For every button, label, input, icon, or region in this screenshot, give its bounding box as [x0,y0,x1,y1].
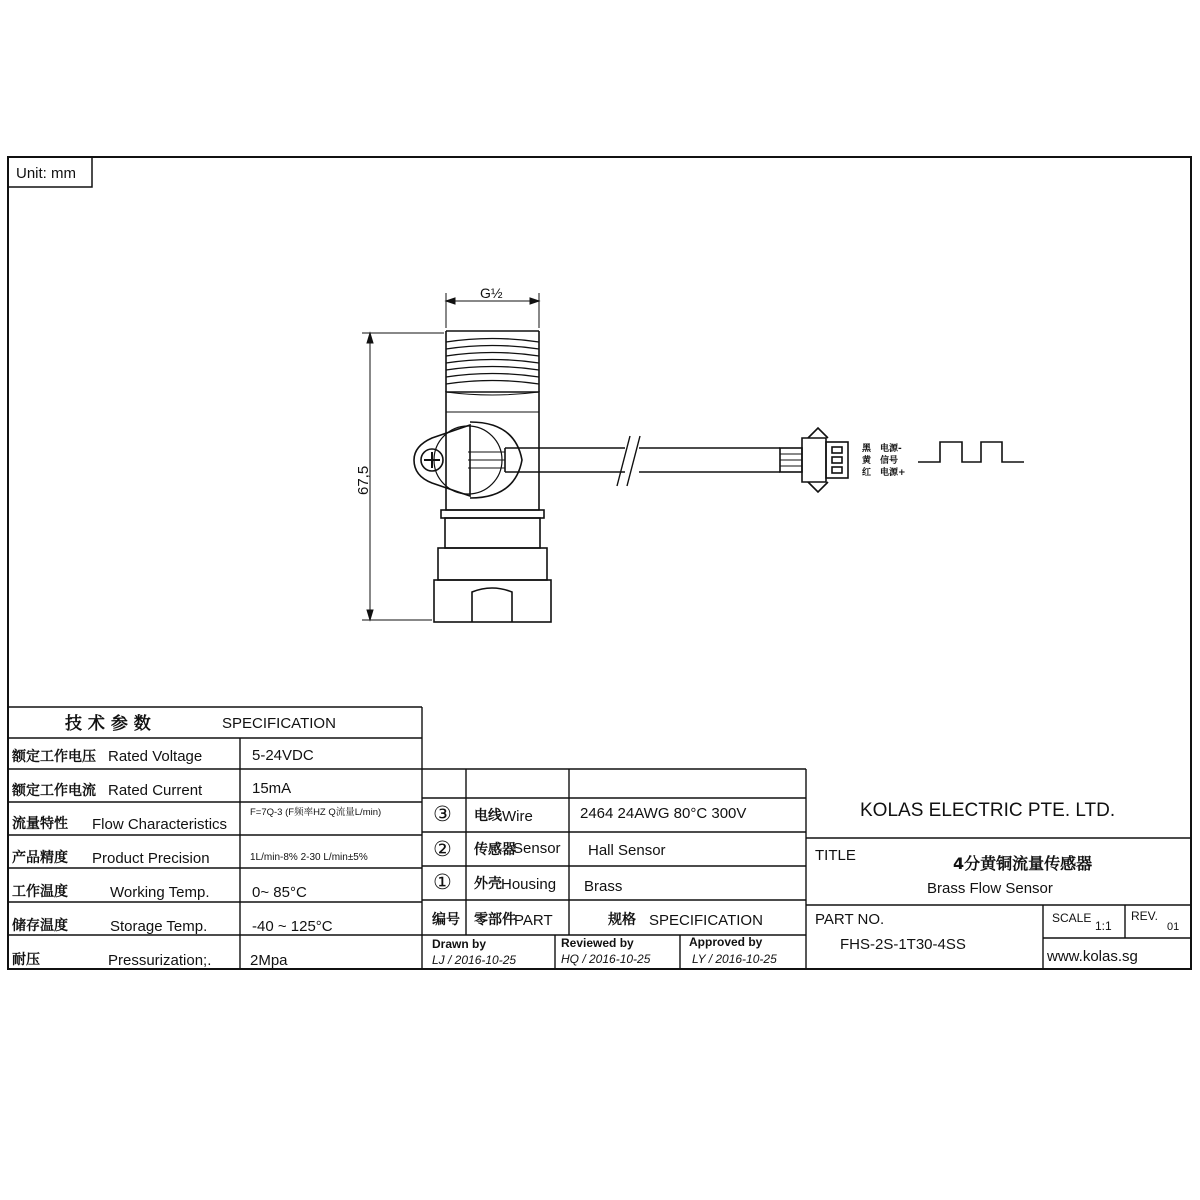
parts-header-no: 编号 [432,912,460,928]
unit-label: Unit: mm [16,165,76,182]
title-label: TITLE [815,847,856,864]
connector-legend [862,442,906,478]
wire-color-red: 红 [862,468,872,478]
part-no-value: FHS-2S-1T30-4SS [840,936,966,953]
scale-value: 1:1 [1095,919,1112,933]
thread-lines [446,339,539,385]
spec-cn-working-temp: 工作温度 [12,884,68,900]
thread-ridge [446,381,539,385]
part-no-wire: ③ [433,803,452,826]
spec-header-en: SPECIFICATION [222,715,336,732]
drawn-by-value: LJ / 2016-10-25 [432,953,517,967]
drawn-by-label: Drawn by [432,937,487,951]
wire-color-yellow: 黄 [862,456,872,466]
spec-val-working-temp: 0~ 85°C [252,884,307,901]
parts-header-spec-en: SPECIFICATION [649,912,763,929]
spec-cn-flow: 流量特性 [12,816,68,832]
cable [505,448,780,472]
spec-val-precision: 1L/min-8% 2-30 L/min±5% [250,852,368,863]
thread-ridge [446,374,539,378]
sensor-drawing [414,331,1024,622]
spec-cn-voltage: 额定工作电压 [12,749,96,765]
spec-en-voltage: Rated Voltage [108,748,203,765]
part-en-housing: Housing [501,876,557,893]
signoff-block [432,935,777,967]
jst-connector [780,428,848,492]
spec-en-precision: Product Precision [92,850,210,867]
spec-val-pressure: 2Mpa [250,952,288,969]
pulse-waveform [918,442,1024,462]
parts-header-part-en: PART [514,912,553,929]
thread-ridge [446,353,539,357]
reviewed-by-label: Reviewed by [561,936,634,950]
spec-val-flow: F=7Q-3 (F频率HZ Q流量L/min) [250,807,382,818]
height-dimension [362,333,444,620]
spec-en-working-temp: Working Temp. [110,884,210,901]
part-no-housing: ① [433,871,452,894]
part-en-sensor: Sensor [513,840,561,857]
part-no-label: PART NO. [815,911,885,928]
spec-header-cn: 技 术 参 数 [65,714,151,734]
part-no-sensor: ② [433,838,452,861]
part-cn-housing: 外壳 [474,876,502,892]
part-cn-wire: 电线 [474,808,502,824]
title-en: Brass Flow Sensor [927,880,1053,897]
thread-ridge [446,360,539,364]
title-cn: 4分黄铜流量传感器 [953,854,1093,873]
lower-collar [441,510,544,518]
part-cn-sensor: 传感器 [474,842,516,858]
spec-val-current: 15mA [252,780,292,797]
part-spec-wire: 2464 24AWG 80°C 300V [580,805,747,822]
company-name: KOLAS ELECTRIC PTE. LTD. [860,800,1116,821]
website: www.kolas.sg [1047,948,1138,965]
bottom-nut [434,580,551,622]
wire-func-signal: 信号 [880,456,899,466]
rev-value: 01 [1167,921,1180,933]
parts-header-part-cn: 零部件 [474,912,516,928]
spec-val-storage-temp: -40 ~ 125°C [252,918,333,935]
wire-color-black: 黑 [862,444,872,454]
spec-en-current: Rated Current [108,782,203,799]
height-label: 67,5 [355,465,372,495]
spec-cn-precision: 产品精度 [12,850,68,866]
approved-by-value: LY / 2016-10-25 [692,952,777,966]
spec-cn-current: 额定工作电流 [12,783,96,799]
spec-en-storage-temp: Storage Temp. [110,918,208,935]
part-spec-sensor: Hall Sensor [588,842,666,859]
spec-en-pressure: Pressurization;. [108,952,212,969]
approved-by-label: Approved by [689,935,763,949]
spec-en-flow: Flow Characteristics [92,816,228,833]
spec-cn-storage-temp: 储存温度 [12,918,68,934]
thread-size-label: G½ [480,285,503,301]
thread-ridge [446,346,539,350]
part-spec-housing: Brass [584,878,623,895]
spec-val-voltage: 5-24VDC [252,747,314,764]
parts-header-spec-cn: 规格 [608,912,636,928]
top-thread [446,331,539,392]
part-en-wire: Wire [502,808,533,825]
spec-cn-pressure: 耐压 [12,952,40,968]
wire-func-vcc: 电源+ [880,468,906,478]
rev-label: REV. [1131,909,1158,923]
scale-label: SCALE [1052,911,1092,925]
spec-table [8,707,422,969]
reviewed-by-value: HQ / 2016-10-25 [561,952,651,966]
wire-func-gnd: 电源- [880,444,902,454]
thread-ridge [446,367,539,371]
thread-ridge [446,339,539,343]
mounting-ear [414,425,470,496]
